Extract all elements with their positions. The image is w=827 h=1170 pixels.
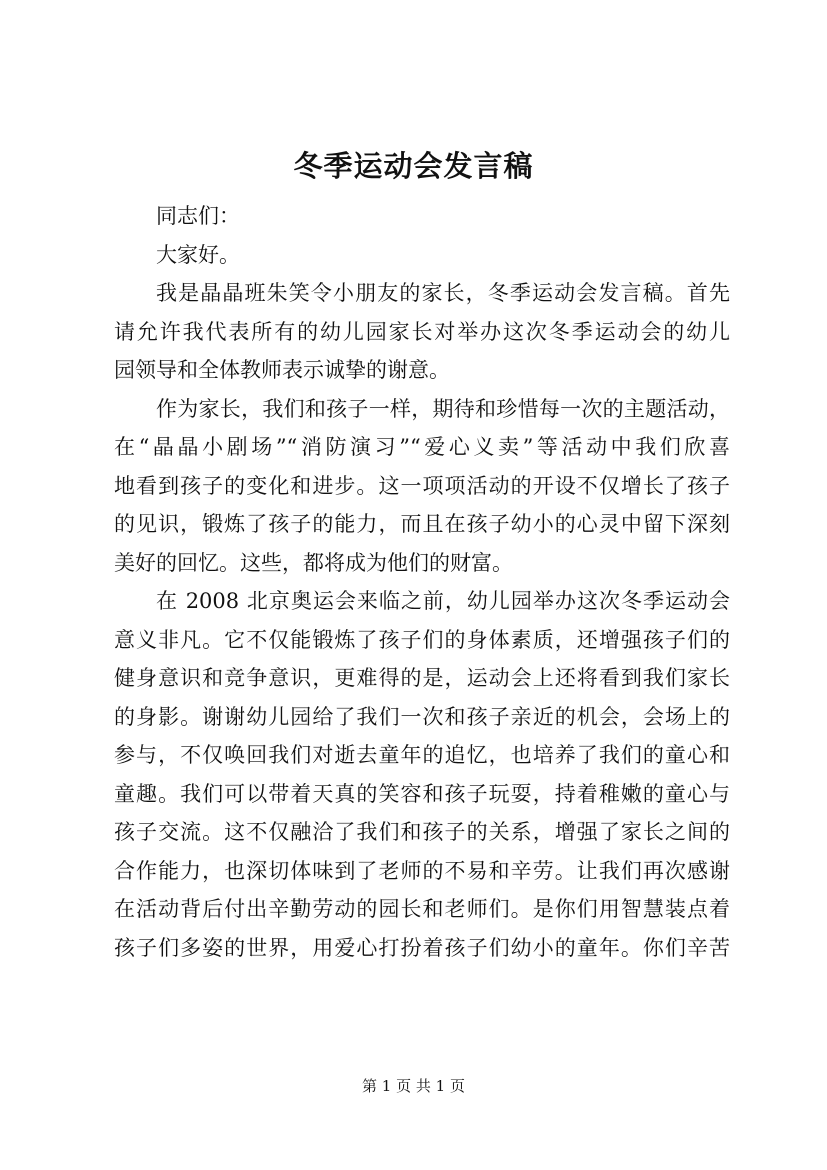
paragraph-line: 的身影。谢谢幼儿园给了我们一次和孩子亲近的机会，会场上的 xyxy=(114,704,730,729)
paragraph-line: 意义非凡。它不仅能锻炼了孩子们的身体素质，还增强孩子们的 xyxy=(114,627,730,652)
paragraph-line: 园领导和全体教师表示诚挚的谢意。 xyxy=(114,358,450,382)
paragraph-line: 在活动背后付出辛勤劳动的园长和老师们。是你们用智慧装点着 xyxy=(114,897,730,921)
salutation-line: 同志们： xyxy=(156,204,240,228)
paragraph-line: 健身意识和竞争意识，更难得的是，运动会上还将看到我们家长 xyxy=(114,666,730,690)
paragraph-line: 地看到孩子的变化和进步。这一项项活动的开设不仅增长了孩子 xyxy=(114,473,730,498)
greeting-line: 大家好。 xyxy=(156,242,240,267)
paragraph-line: 的见识，锻炼了孩子的能力，而且在孩子幼小的心灵中留下深刻 xyxy=(114,512,730,536)
paragraph-line: 美好的回忆。这些，都将成为他们的财富。 xyxy=(114,550,513,575)
paragraph-line: 作为家长，我们和孩子一样，期待和珍惜每一次的主题活动， xyxy=(156,396,730,421)
paragraph-line: 我是晶晶班朱笑令小朋友的家长，冬季运动会发言稿。首先 xyxy=(156,281,730,305)
paragraph-line: 孩子交流。这不仅融洽了我们和孩子的关系，增强了家长之间的 xyxy=(114,820,730,844)
paragraph-line: 请允许我代表所有的幼儿园家长对举办这次冬季运动会的幼儿 xyxy=(114,319,730,344)
paragraph-line: 在“晶晶小剧场”“消防演习”“爱心义卖”等活动中我们欣喜 xyxy=(114,435,730,459)
paragraph-line: 孩子们多姿的世界，用爱心打扮着孩子们幼小的童年。你们辛苦 xyxy=(114,935,730,960)
page-footer: 第 1 页 共 1 页 xyxy=(362,1077,465,1095)
document-title: 冬季运动会发言稿 xyxy=(293,149,534,183)
paragraph-line: 在 2008 北京奥运会来临之前，幼儿园举办这次冬季运动会 xyxy=(156,589,730,613)
paragraph-line: 童趣。我们可以带着天真的笑容和孩子玩耍，持着稚嫩的童心与 xyxy=(114,781,730,806)
document-body xyxy=(114,197,730,967)
paragraph-line: 参与，不仅唤回我们对逝去童年的追忆，也培养了我们的童心和 xyxy=(114,743,730,767)
paragraph-line: 合作能力，也深切体味到了老师的不易和辛劳。让我们再次感谢 xyxy=(114,858,730,883)
